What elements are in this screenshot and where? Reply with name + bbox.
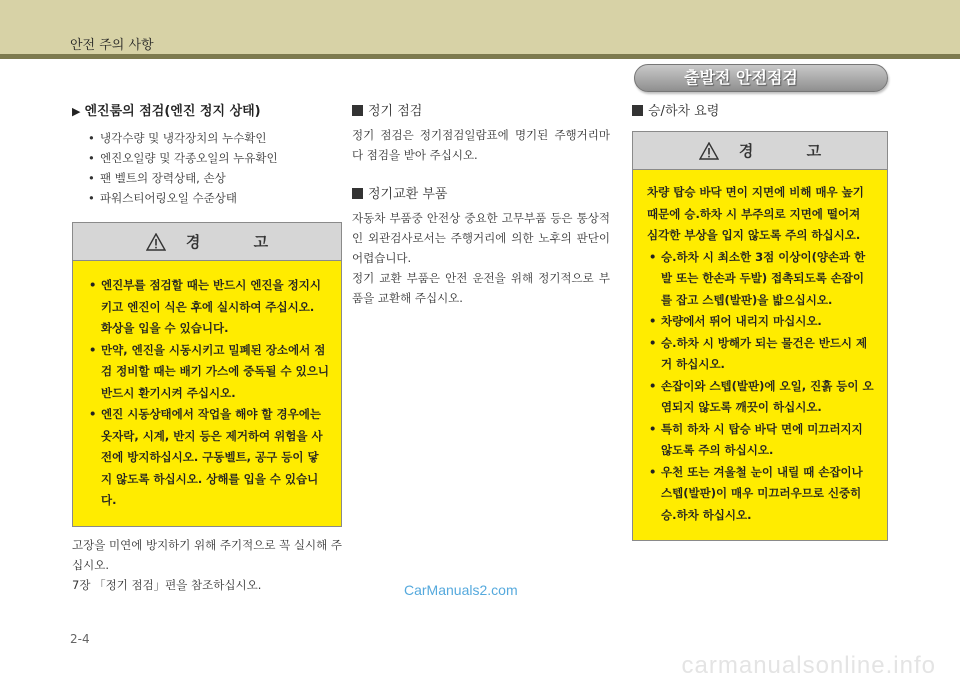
- warning-lead: 차량 탑승 바닥 면이 지면에 비해 매우 높기 때문에 승.하차 시 부주의로 지면에 떨어져 심각한 부상을 입지 않도록 주의 하십시오.: [647, 185, 864, 242]
- periodic-check-title: 정기 점검: [368, 104, 423, 119]
- warning-item-continuation: 화상을 입을 수 있습니다.: [101, 321, 229, 335]
- engine-room-heading-text: 엔진룸의 점검(엔진 정지 상태): [84, 104, 261, 119]
- warning-item-text: 엔진부를 점검할 때는 반드시 엔진을 정지시키고 엔진이 식은 후에 실시하여 주십시오.: [101, 278, 321, 314]
- footer-watermark: carmanualsonline.info: [681, 652, 936, 679]
- header-title: 안전 주의 사항: [70, 38, 154, 53]
- square-bullet-icon: [632, 105, 643, 116]
- arrow-right-icon: ▶: [72, 105, 81, 118]
- maintenance-note: [72, 535, 342, 595]
- replacement-parts-text-2: 정기 교환 부품은 안전 운전을 위해 정기적으로 부품을 교환해 주십시오.: [352, 271, 610, 305]
- square-bullet-icon: [352, 105, 363, 116]
- warning-title: 경 고: [738, 142, 846, 160]
- square-bullet-icon: [352, 188, 363, 199]
- warning-header: [633, 132, 887, 170]
- page-header: [0, 0, 960, 54]
- header-divider: [0, 54, 960, 59]
- warning-item: • 우천 또는 겨울철 눈이 내릴 때 손잡이나 스텝(발판)이 매우 미끄러우므로 신중히 승.하차 하십시오.: [647, 462, 875, 527]
- replacement-parts-heading: [352, 183, 610, 202]
- maintenance-note-line: 7장 「정기 점검」편을 참조하십시오.: [72, 577, 262, 592]
- boarding-warning-box: [632, 131, 888, 541]
- engine-warning-box: [72, 222, 342, 527]
- site-watermark: CarManuals2.com: [404, 582, 518, 598]
- warning-header: [73, 223, 341, 261]
- warning-title: 경 고: [185, 233, 293, 251]
- warning-item: [87, 404, 329, 512]
- warning-item-text: 엔진 시동상태에서 작업을 해야 할 경우에는 옷자락, 시계, 반지 등은 제거하여 위험을 사전에 방지하십시오. 구동벨트, 공구 등이 닿지 않도록 하십시오. 상해를 입을 수 있습니다.: [101, 407, 323, 507]
- warning-item: • 차량에서 뛰어 내리지 마십시오.: [647, 311, 875, 333]
- boarding-heading: [632, 100, 888, 119]
- list-item: • 팬 벨트의 장력상태, 손상: [88, 168, 342, 188]
- list-item: • 냉각수량 및 냉각장치의 누수확인: [88, 128, 342, 148]
- engine-room-heading: [72, 100, 342, 119]
- warning-item: [87, 340, 329, 405]
- periodic-check-text: 정기 점검은 정기점검일람표에 명기된 주행거리마다 점검을 받아 주십시오.: [352, 128, 610, 162]
- list-item: • 엔진오일량 및 각종오일의 누유확인: [88, 148, 342, 168]
- warning-triangle-icon: [699, 142, 719, 160]
- list-item: • 파워스티어링오일 수준상태: [88, 188, 342, 208]
- column-engine-check: [72, 100, 342, 595]
- warning-item: [87, 275, 329, 340]
- warning-item: • 승.하차 시 방해가 되는 물건은 반드시 제거 하십시오.: [647, 333, 875, 376]
- warning-body: [633, 170, 887, 540]
- boarding-title: 승/하차 요령: [648, 104, 720, 119]
- warning-item-text: 만약, 엔진을 시동시키고 밀폐된 장소에서 점검 정비할 때는 배기 가스에 중독될 수 있으니 반드시 환기시켜 주십시오.: [101, 342, 329, 400]
- warning-item: • 승.하차 시 최소한 3점 이상이(양손과 한 발 또는 한손과 두발) 접촉되도록 손잡이를 잡고 스텝(발판)을 밟으십시오.: [647, 247, 875, 312]
- replacement-parts-text: 자동차 부품중 안전상 중요한 고무부품 등은 통상적인 외관검사로서는 주행거리에 의한 노후의 판단이 어렵습니다.: [352, 211, 610, 265]
- column-boarding: [632, 100, 888, 541]
- engine-check-list: [88, 128, 342, 208]
- replacement-parts-title: 정기교환 부품: [368, 187, 448, 202]
- column-periodic-check: [352, 100, 610, 308]
- warning-item: • 특히 하차 시 탑승 바닥 면에 미끄러지지 않도록 주의 하십시오.: [647, 419, 875, 462]
- warning-body: [73, 261, 341, 526]
- maintenance-note-line: 고장을 미연에 방지하기 위해 주기적으로 꼭 실시해 주십시오.: [72, 537, 342, 572]
- warning-triangle-icon: [146, 233, 166, 251]
- warning-item: • 손잡이와 스텝(발판)에 오일, 진흙 등이 오염되지 않도록 깨끗이 하십시오.: [647, 376, 875, 419]
- periodic-check-heading: [352, 100, 610, 119]
- section-banner: [634, 64, 888, 92]
- banner-title: 출발전 안전점검: [684, 68, 798, 87]
- page-number: 2-4: [70, 632, 90, 646]
